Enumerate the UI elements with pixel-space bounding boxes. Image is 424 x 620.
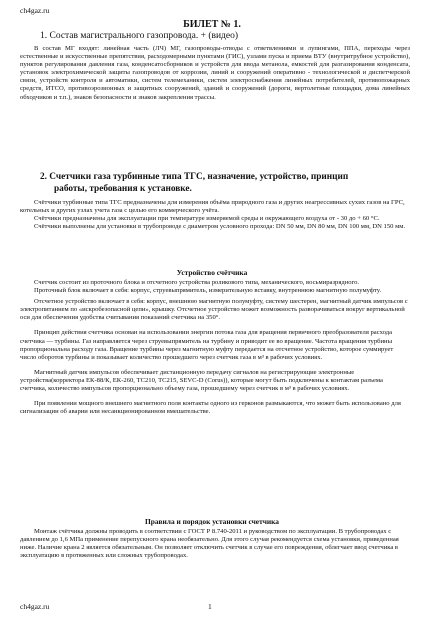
intro-paragraph: Счётчики предназначены для эксплуатации при температуре измеряемой среды и окружающего воздуха от - 30 до + 60 °С. — [34, 215, 380, 223]
device-section — [20, 279, 410, 416]
section2-intro — [20, 199, 410, 231]
device-paragraph: Отсчетное устройство включает в себя: корпус, внешнюю магнитную полумуфту, систему шестерен, магнитный датчик импульсов с электропитанием по «искробезопасной цепи», крышку. Отсчетное устройство может возможность разворачиваться вокруг вертикальной оси для обеспечения удобства считывания показаний счетчика на 350°. — [20, 298, 408, 322]
page-number: 1 — [208, 602, 212, 611]
ticket-title: БИЛЕТ № 1. — [183, 19, 241, 30]
install-body: Монтаж счётчика должны проводить в соответствии с ГОСТ Р 8.740-2011 и руководством по эксплуатации. В трубопроводах с давлением до 1,6 МПа применение перепускного крана необязательно. Для этого случая рекомендуется схема установки, приведенная ниже. Наличие крана 2 является обязательным. Он позволяет отключить счетчик в случае его повреждения, облегчает ввод счетчика в эксплуатацию в протяженных или сложных трубопроводах. — [20, 528, 399, 560]
device-paragraph: Принцип действия счетчика основан на использовании энергии потока газа для вращения первичного преобразователя расхода счетчика — турбины. Газ направляется через струевыпрямитель на турбину и приводит ее во вращение. Частота вращения турбины пропорциональна расходу газа. Вращение турбины через магнитную муфту передается на отсчетное устройство, которое суммирует число оборотов турбины и показывает количество прошедшего через счетчик газа в м³ в рабочих условиях. — [20, 329, 394, 361]
device-paragraph: Проточный блок включает в себя: корпус, струевыпрямитель, измерительную вставку, внутреннюю магнитную полумуфту. — [34, 287, 382, 295]
section1-body: В состав МГ входят: линейная часть (ЛЧ) МГ, газопроводы-отводы с ответвлениями и лупингами, ППА, переходы через естественные и искусственные препятствия, расходомерными пунктами (ГИС), узлами пуска и приема ВТУ (внутритрубное устройство), пунктов регулирования давления газа, конденсатосборников и устройств для ввода метанола, емкостей для разгазирования конденсата, установок электрохимической защиты газопроводов от коррозии, линий и сооружений оперативно - технологической и диспетчерской связи, устройств контроля и автоматики, систем телемеханики, систем электроснабжения линейных потребителей, противопожарных средств, ИТСО, противоэрозионных и защитных сооружений, зданий и сооружений (дороги, вертолетные площадки, дома линейных обходчиков и т.п.), знаков безопасности и знаков закрепления трассы. — [20, 45, 410, 101]
device-paragraph: При появлении мощного внешнего магнитного поля контакты одного из герконов размыкаются, что может быть использовано для сигнализации об аварии или несанкционированном вмешательстве. — [20, 400, 401, 416]
install-heading: Правила и порядок установки счетчика — [145, 517, 279, 526]
device-paragraph: Магнитный датчик импульсов обеспечивает дистанционную передачу сигналов на регистрирующие электронные устройства(корректора ЕК-88/К, ЕК-260, TC210, TC215, SEVC-D (Corus)), которые могут быть подключены к контактам разъема счетчика, количество импульсов пропорционально объему газа, прошедшему через счетчик в м³ в рабочих условиях. — [20, 368, 383, 393]
device-paragraph: Счетчик состоит из проточного блока и отсчетного устройства роликового типа, механического, восьмиразрядного. — [34, 279, 360, 286]
intro-paragraph: Счётчики выполнены для установки в трубопроводе с диаметром условного прохода: DN 50 мм, DN 80 мм, DN 100 мм, DN 150 мм. — [34, 223, 406, 231]
section2-heading-line2: работы, требования к установке. — [54, 184, 192, 194]
device-heading: Устройство счётчика — [176, 268, 248, 277]
intro-paragraph: Счётчики турбинные типа ТГС предназначены для измерения объёма природного газа и других неагрессивных сухих газов на ГРС, котельных и других узлах учета газа с целью его коммерческого учёта. — [20, 199, 405, 215]
section2-heading-line1: 2. Счетчики газа турбинные типа ТГС, назначение, устройство, принцип — [40, 172, 349, 182]
footer-site: ch4gaz.ru — [20, 602, 50, 611]
header-site: ch4gaz.ru — [20, 6, 50, 15]
section1-heading: 1. Состав магистрального газопровода. + (видео) — [40, 31, 239, 41]
